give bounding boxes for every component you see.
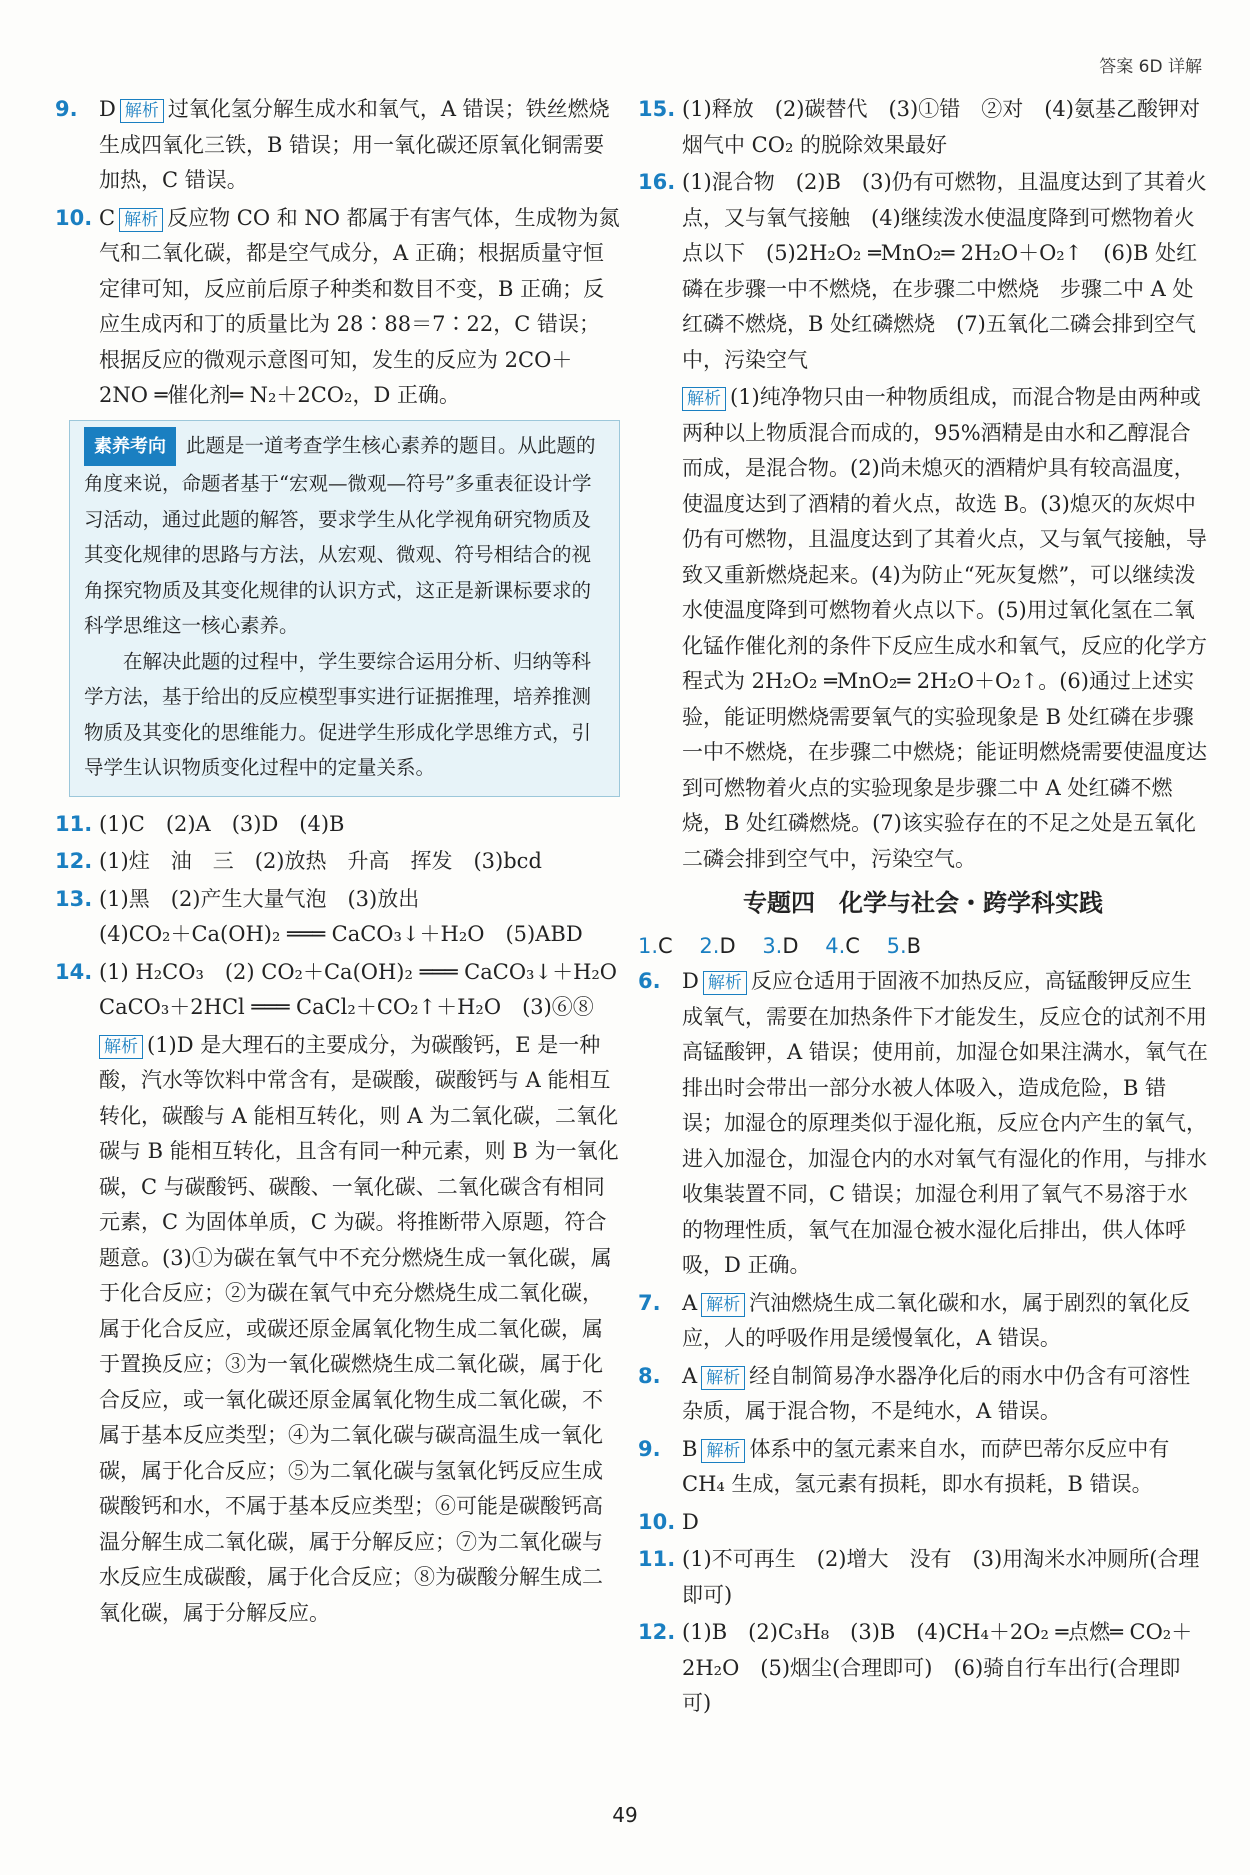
question-number: 3. [762,934,783,958]
answer: C [845,934,860,958]
page-number: 49 [612,1803,638,1827]
question-number: 10. [55,205,93,230]
left-column [55,92,639,1633]
question-number: 5. [886,934,907,958]
answer: A [682,1290,698,1315]
question-number: 7. [638,1290,661,1315]
question-number: 16. [638,170,676,194]
literacy-box [69,420,620,797]
question-16-analysis [638,380,1208,877]
answer-line-2: (4)CO₂＋Ca(OH)₂ ═══ CaCO₃↓＋H₂O (5)ABD [99,922,583,946]
answer: D [99,97,116,121]
page-header: 答案 6D 详解 [1099,57,1202,77]
question-11b [638,1542,1208,1613]
answer: C [99,205,116,230]
question-9b [638,1432,1208,1503]
section-title: 专题四 化学与社会・跨学科实践 [743,889,1103,917]
analysis-tag: 解析 [701,1366,745,1390]
question-8 [638,1359,1208,1430]
question-12b [638,1615,1208,1722]
analysis-text: 经自制简易净水器净化后的雨水中仍含有可溶性杂质，属于混合物，不是纯水，A 错误。 [682,1363,1191,1423]
analysis-text: 汽油燃烧生成二氧化碳和水，属于剧烈的氧化反应，人的呼吸作用是缓慢氧化，A 错误。 [682,1290,1191,1350]
question-10 [55,201,620,414]
question-13 [55,882,620,953]
answer: (1)混合物 (2)B (3)仍有可燃物，且温度达到了其着火点，又与氧气接触 (4)继续泼水使温度降到可燃物着火点以下 (5)2H₂O₂ ═MnO₂═ 2H₂O＋O₂↑ (6)B 处红磷在步骤一中不燃烧，在步骤二中燃烧 步骤二中 A 处红磷不燃烧，B 处红磷燃烧 (7)五氧化二磷会排到空气中，污染空气 [682,170,1207,372]
answer: D [682,969,699,993]
analysis-tag: 解析 [703,971,747,995]
question-number: 9. [55,97,78,121]
analysis-text: 反应物 CO 和 NO 都属于有害气体，生成物为氮气和二氧化碳，都是空气成分，A 正确；根据质量守恒定律可知，反应前后原子种类和数目不变，B 正确；反应生成丙和丁的质量比为 28∶88＝7∶22，C 错误；根据反应的微观示意图可知，发生的反应为 2CO＋2NO ═催化剂═ N₂＋2CO₂，D 正确。 [99,205,620,407]
question-number: 6. [638,969,661,993]
question-6 [638,964,1208,1284]
answer: B [682,1436,698,1461]
question-12 [55,844,620,880]
question-number: 13. [55,886,93,911]
question-number: 11. [638,1547,676,1571]
question-number: 12. [55,849,93,873]
answer: (1) H₂CO₃ (2) CO₂＋Ca(OH)₂ ═══ CaCO₃↓＋H₂O CaCO₃＋2HCl ═══ CaCl₂＋CO₂↑＋H₂O (3)⑥⑧ [99,959,639,1019]
question-number: 2. [699,934,720,958]
answer: C [658,934,673,958]
question-number: 1. [638,934,659,958]
analysis-tag: 解析 [701,1439,745,1463]
question-11 [55,807,620,843]
answer: (1)不可再生 (2)增大 没有 (3)用淘米水冲厕所(合理即可) [682,1547,1200,1607]
question-15 [638,92,1208,163]
question-number: 4. [825,934,846,958]
answer: (1)释放 (2)碳替代 (3)①错 ②对 (4)氨基乙酸钾对烟气中 CO₂ 的脱除效果最好 [682,97,1200,157]
analysis-text: 过氧化氢分解生成水和氧气，A 错误；铁丝燃烧生成四氧化三铁，B 错误；用一氧化碳还原氧化铜需要加热，C 错误。 [99,97,610,192]
analysis-text: (1)D 是大理石的主要成分，为碳酸钙，E 是一种酸，汽水等饮料中常含有，是碳酸，碳酸钙与 A 能相互转化，碳酸与 A 能相互转化，则 A 为二氧化碳，二氧化碳与 B 能相互转化，且含有同一种元素，则 B 为一氧化碳，C 与碳酸钙、碳酸、一氧化碳、二氧化碳含有相同元素，C 为固体单质，C 为碳。将推断带入原题，符合题意。(3)①为碳在氧气中不充分燃烧生成一氧化碳，属于化合反应；②为碳在氧气中充分燃烧生成二氧化碳，属于化合反应，或碳还原金属氧化物生成二氧化碳，属于置换反应；③为一氧化碳燃烧生成二氧化碳，属于化合反应，或一氧化碳还原金属氧化物生成二氧化碳，不属于基本反应类型；④为二氧化碳与碳高温生成一氧化碳，属于化合反应；⑤为二氧化碳与氢氧化钙反应生成碳酸钙和水，不属于基本反应类型；⑥可能是碳酸钙高温分解生成二氧化碳，属于分解反应；⑦为二氧化碳与水反应生成碳酸，属于化合反应；⑧为碳酸分解生成二氧化碳，属于分解反应。 [99,1032,619,1625]
analysis-tag: 解析 [120,99,164,123]
answers-1-5 [638,929,1208,964]
question-9 [55,92,620,199]
answer: D [682,1509,699,1534]
answer: (1)B (2)C₃H₈ (3)B (4)CH₄＋2O₂ ═点燃═ CO₂＋2H₂O (5)烟尘(合理即可) (6)骑自行车出行(合理即可) [682,1620,1193,1715]
literacy-paragraph-2: 在解决此题的过程中，学生要综合运用分析、归纳等科学方法，基于给出的反应模型事实进行证据推理，培养推测物质及其变化的思维能力。促进学生形成化学思维方式，引导学生认识物质变化过程中的定量关系。 [84,649,592,779]
question-number: 8. [638,1363,661,1388]
answer: D [782,934,799,958]
right-column [638,92,1208,1724]
question-number: 9. [638,1436,661,1461]
question-number: 11. [55,811,93,836]
literacy-box-title: 素养考向 [84,427,176,467]
question-7 [638,1286,1208,1357]
answer: (1)C (2)A (3)D (4)B [99,811,345,836]
literacy-paragraph-1: 此题是一道考查学生核心素养的题目。从此题的角度来说，命题者基于“宏观—微观—符号”多重表征设计学习活动，通过此题的解答，要求学生从化学视角研究物质及其变化规律的思路与方法，从宏观、微观、符号相结合的视角探究物质及其变化规律的认识方式，这正是新课标要求的科学思维这一核心素养。 [84,433,596,637]
analysis-tag: 解析 [119,208,163,232]
question-16 [638,165,1208,378]
analysis-text: 体系中的氢元素来自水，而萨巴蒂尔反应中有 CH₄ 生成，氢元素有损耗，即水有损耗，B 错误。 [682,1436,1170,1496]
question-10b [638,1505,1208,1541]
question-number: 12. [638,1620,676,1644]
analysis-text: (1)纯净物只由一种物质组成，而混合物是由两种或两种以上物质混合而成的，95%酒精是由水和乙醇混合而成，是混合物。(2)尚未熄灭的酒精炉具有较高温度，使温度达到了酒精的着火点，故选 B。(3)熄灭的灰烬中仍有可燃物，且温度达到了其着火点，又与氧气接触，导致又重新燃烧起来。(4)为防止“死灰复燃”，可以继续泼水使温度降到可燃物着火点以下。(5)用过氧化氢在二氧化锰作催化剂的条件下反应生成水和氧气，反应的化学方程式为 2H₂O₂ ═MnO₂═ 2H₂O＋O₂↑。(6)通过上述实验，能证明燃烧需要氧气的实验现象是 B 处红磷在步骤一中不燃烧，在步骤二中燃烧；能证明燃烧需要使温度达到可燃物着火点的实验现象是步骤二中 A 处红磷不燃烧，B 处红磷燃烧。(7)该实验存在的不足之处是五氧化二磷会排到空气中，污染空气。 [682,385,1207,871]
analysis-text: 反应仓适用于固液不加热反应，高锰酸钾反应生成氧气，需要在加热条件下才能发生，反应仓的试剂不用高锰酸钾，A 错误；使用前，加湿仓如果注满水，氧气在排出时会带出一部分水被人体吸入，造成危险，B 错误；加湿仓的原理类似于湿化瓶，反应仓内产生的氧气，进入加湿仓，加湿仓内的水对氧气有湿化的作用，与排水收集装置不同，C 错误；加湿仓利用了氧气不易溶于水的物理性质，氧气在加湿仓被水湿化后排出，供人体呼吸，D 正确。 [682,969,1208,1277]
question-14-analysis [55,1028,620,1632]
answer: (1)炷 油 三 (2)放热 升高 挥发 (3)bcd [99,849,542,873]
question-number: 10. [638,1509,676,1534]
answer: B [906,934,922,958]
answer: (1)黑 (2)产生大量气泡 (3)放出 [99,886,420,911]
answer: D [719,934,736,958]
analysis-tag: 解析 [99,1035,143,1059]
analysis-tag: 解析 [701,1293,745,1317]
question-number: 14. [55,959,93,984]
answer: A [682,1363,698,1388]
question-14 [55,955,639,1026]
analysis-tag: 解析 [682,387,726,411]
question-number: 15. [638,97,676,121]
